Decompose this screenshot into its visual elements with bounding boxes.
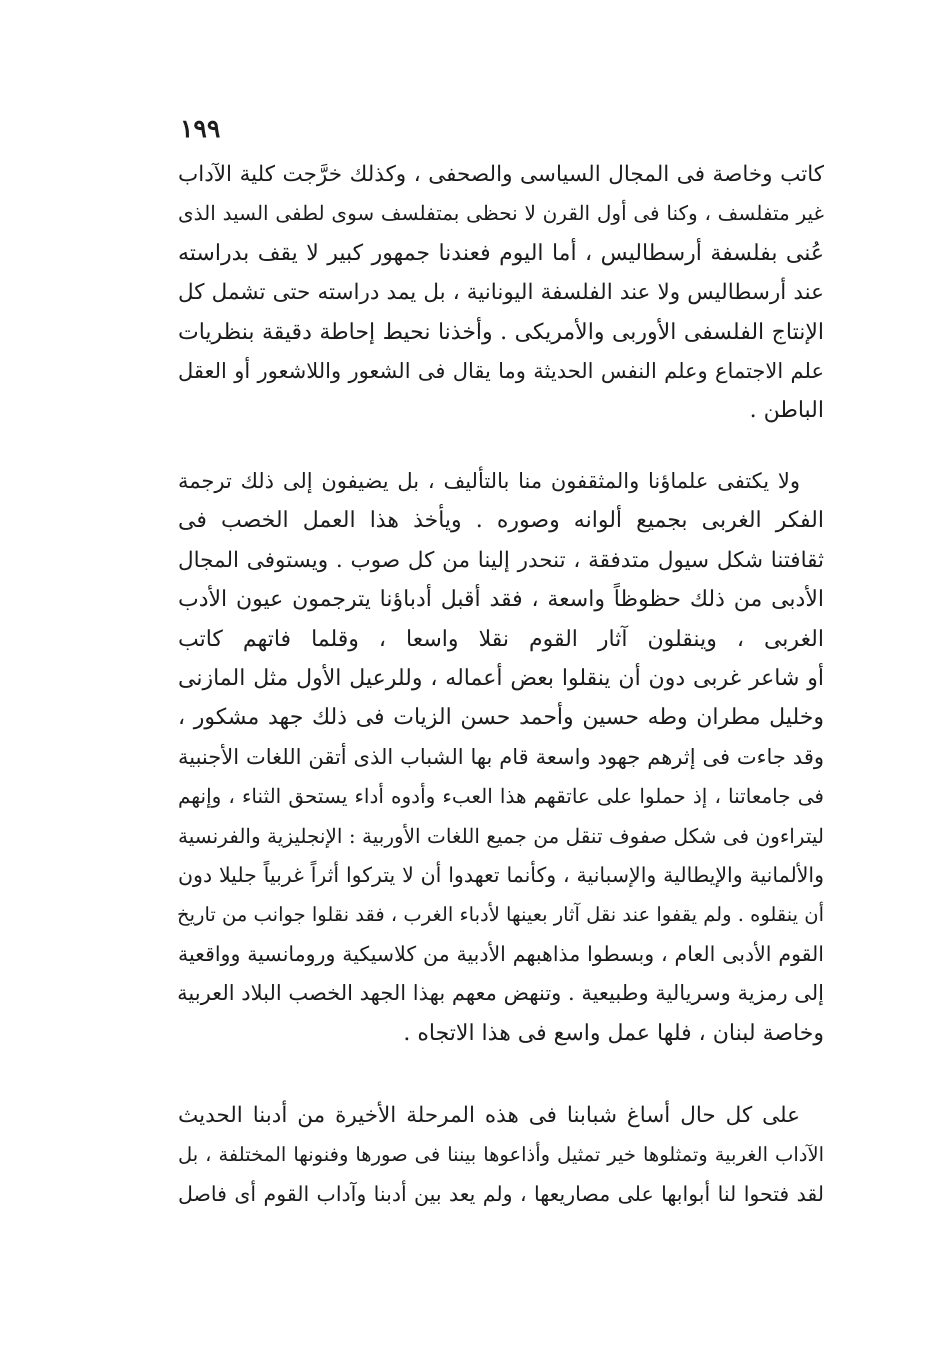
text-line: ولا يكتفى علماؤنا والمثقفون منا بالتأليف ، بل يضيفون إلى ذلك ترجمة xyxy=(178,469,800,493)
text-line: أو شاعر غربى دون أن ينقلوا بعض أعماله ، وللرعيل الأول مثل المازنى xyxy=(178,666,824,692)
text-line: وخاصة لبنان ، فلها عمل واسع فى هذا الاتجاه . xyxy=(403,1020,824,1046)
text-line: الغربى ، وينقلون آثار القوم نقلا واسعا ، وقلما فاتهم كاتب xyxy=(178,626,824,652)
text-line: عند أرسطاليس ولا عند الفلسفة اليونانية ، بل يمد دراسته حتى تشمل كل xyxy=(178,280,824,306)
text-line: والألمانية والإيطالية والإسبانية ، وكأنما تعهدوا أن لا يتركوا أثراً غربياً جليلا دون xyxy=(178,863,824,888)
paragraph-1 xyxy=(178,155,824,431)
text-line: القوم الأدبى العام ، وبسطوا مذاهبهم الأدبية من كلاسيكية ورومانسية وواقعية xyxy=(178,941,824,966)
text-line: الإنتاج الفلسفى الأوربى والأمريكى . وأخذنا نحيط إحاطة دقيقة بنظريات xyxy=(178,319,824,345)
text-line: علم الاجتماع وعلم النفس الحديثة وما يقال فى الشعور واللاشعور أو العقل xyxy=(178,359,824,384)
text-line: وقد جاءت فى إثرهم جهود واسعة قام بها الشباب الذى أتقن اللغات الأجنبية xyxy=(178,744,824,769)
text-line: فى جامعاتنا ، إذ حملوا على عاتقهم هذا العبء وأدوه أداء يستحق الثناء ، وإنهم xyxy=(178,784,824,809)
text-line: وخليل مطران وطه حسين وأحمد حسن الزيات فى ذلك جهد مشكور ، xyxy=(178,705,824,731)
text-line: أن ينقلوه . ولم يقفوا عند نقل آثار بعينها لأدباء الغرب ، فقد نقلوا جوانب من تاريخ xyxy=(177,903,824,927)
text-line: الباطن . xyxy=(749,398,824,424)
text-line: على كل حال أساغ شبابنا فى هذه المرحلة الأخيرة من أدبنا الحديث xyxy=(178,1103,800,1128)
text-line: لقد فتحوا لنا أبوابها على مصاريعها ، ولم يعد بين أدبنا وآداب القوم أى فاصل xyxy=(178,1181,824,1206)
text-line: إلى رمزية وسريالية وطبيعية . وتنهض معهم بهذا الجهد الخصب البلاد العربية xyxy=(177,981,824,1006)
paragraph-2 xyxy=(178,462,824,1053)
text-line: الأدبى من ذلك حظوظاً واسعة ، فقد أقبل أدباؤنا يترجمون عيون الأدب xyxy=(178,587,824,613)
text-line: الآداب الغربية وتمثلوها خير تمثيل وأذاعوها بيننا فى صورها وفنونها المختلفة ، بل xyxy=(178,1143,824,1167)
text-line: ليتراءون فى شكل صفوف تنقل من جميع اللغات الأوربية : الإنجليزية والفرنسية xyxy=(178,823,824,848)
text-line: غير متفلسف ، وكنا فى أول القرن لا نحظى بمتفلسف سوى لطفى السيد الذى xyxy=(178,201,824,226)
text-line: ثقافتنا شكل سيول متدفقة ، تنحدر إلينا من كل صوب . ويستوفى المجال xyxy=(178,547,824,573)
paragraph-3 xyxy=(178,1096,824,1214)
page-number: ١٩٩ xyxy=(180,114,221,143)
text-line: كاتب وخاصة فى المجال السياسى والصحفى ، وكذلك خرَّجت كلية الآداب xyxy=(178,162,824,187)
text-line: الفكر الغربى بجميع ألوانه وصوره . ويأخذ هذا العمل الخصب فى xyxy=(178,508,824,534)
text-line: عُنى بفلسفة أرسطاليس ، أما اليوم فعندنا جمهور كبير لا يقف بدراسته xyxy=(178,240,824,266)
